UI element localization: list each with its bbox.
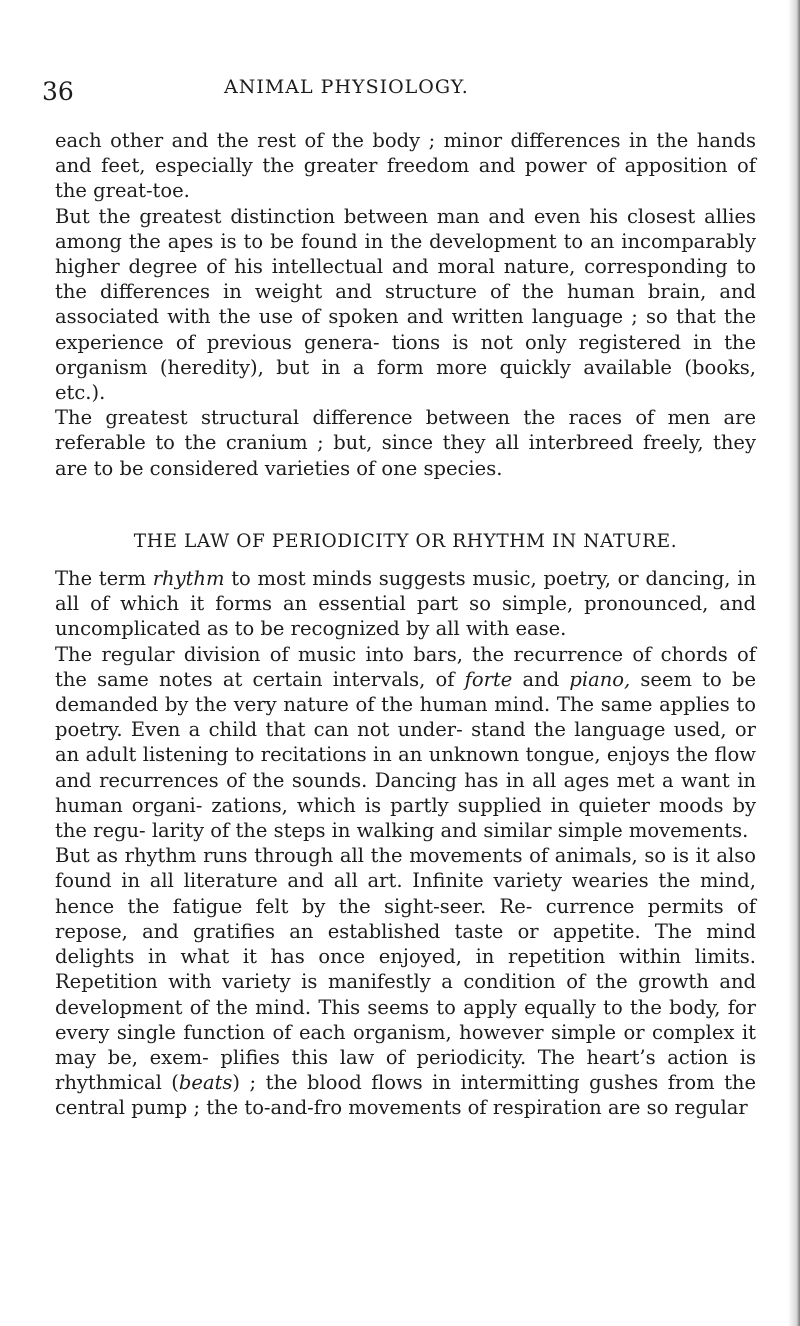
paragraph-5-italic-1: forte — [464, 667, 513, 691]
paragraph-4-text-b: to most minds suggests music, poetry, or dancing, in all of which it forms an essential part so simple, pronounced, and uncomplicated as to be recognized by all with ease. — [55, 567, 757, 641]
paragraph-6-text-b: ) ; the blood flows in intermitting gushes from the central pump ; the to-and-fro movements of respiration are so regular — [55, 1071, 757, 1120]
paragraph-5-text-a: The regular division of music into bars, the recurrence of chords of the same notes at certain intervals, of — [55, 642, 756, 691]
paragraph-4-text-a: The term — [55, 567, 153, 591]
paragraph-2: But the greatest distinction between man and even his closest allies among the apes is to be found in the development to an incomparably higher degree of his intellectual and moral nature, corresponding to the differences in weight and structure of the human brain, and associated with the use of spoken and written language ; so that the experience of previous genera- tions is not only registered in the organism (heredity), but in a form more quickly available (books, etc.). — [55, 204, 756, 405]
paragraph-5 — [55, 642, 756, 844]
paragraph-6-text-a: But as rhythm runs through all the movements of animals, so is it also found in all literature and all art. Infinite variety wearies the mind, hence the fatigue felt by the sight-seer. Re- currence permits of repose, and gratifies an established taste or appetite. The mind delights in what it has once enjoyed, in repetition within limits. Repetition with variety is manifestly a condition of the growth and development of the mind. This seems to apply equally to the body, for every single function of each organism, however simple or complex it may be, exem- plifies this law of periodicity. The heart’s action is rhythmical ( — [55, 844, 756, 1095]
body-text — [55, 128, 756, 1121]
running-title: ANIMAL PHYSIOLOGY. — [224, 76, 469, 98]
paragraph-4-italic: rhythm — [152, 567, 225, 591]
paragraph-3: The greatest structural difference between the races of men are referable to the cranium ; but, since they all interbreed freely, they are to be considered varieties of one species. — [55, 406, 756, 480]
paragraph-5-text-b: and — [512, 667, 570, 691]
paragraph-5-text-c: seem to be demanded by the very nature of the human mind. The same applies to poetry. Even a child that can not under- stand the language used, or an adult listening to recitations in an unknown tongue, enjoys the flow and recurrences of the sounds. Dancing has in all ages met a want in human organi- zations, which is partly supplied in quieter moods by the regu- larity of the steps in walking and similar simple movements. — [55, 667, 756, 843]
page-number: 36 — [42, 77, 74, 106]
paragraph-6-italic: beats — [178, 1071, 233, 1095]
paragraph-5-italic-2: piano, — [569, 667, 631, 691]
paragraph-1: each other and the rest of the body ; minor differences in the hands and feet, especially the greater freedom and power of apposition of the great-toe. — [55, 129, 756, 203]
paragraph-6 — [55, 843, 756, 1120]
paragraph-4 — [55, 566, 756, 642]
section-heading: THE LAW OF PERIODICITY OR RHYTHM IN NATURE. — [133, 530, 678, 552]
page-edge-shadow — [788, 0, 800, 1326]
